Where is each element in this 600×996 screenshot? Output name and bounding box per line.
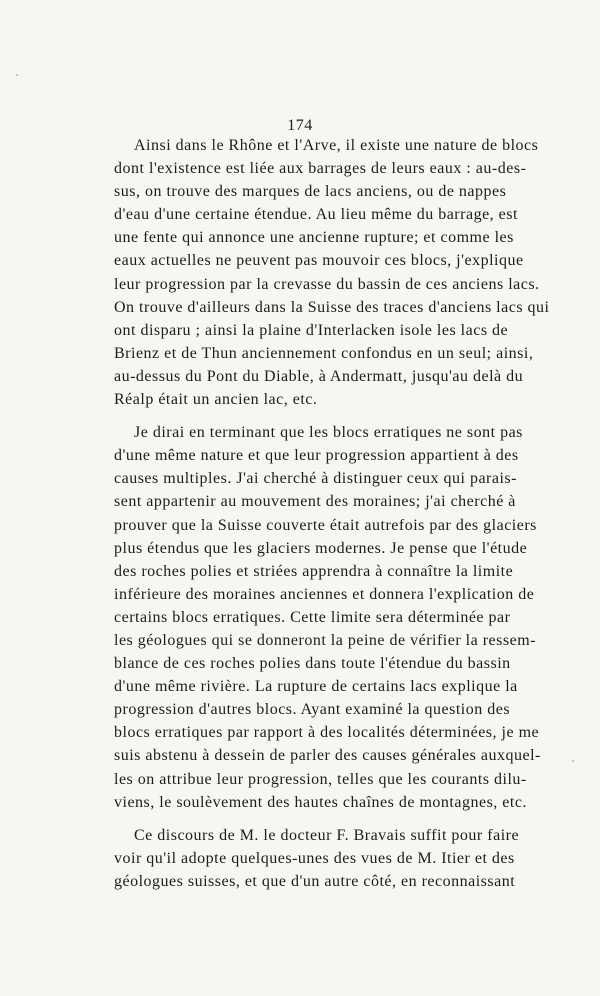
text-line: d'eau d'une certaine étendue. Au lieu même du barrage, est [114, 206, 518, 224]
paragraph-spacer [114, 814, 502, 824]
paragraph-3 [114, 824, 520, 893]
paragraph-1 [114, 134, 550, 411]
text-line: Ainsi dans le Rhône et l'Arve, il existe une nature de blocs [134, 137, 539, 154]
text-line: voir qu'il adopte quelques-unes des vues de M. Itier et des [114, 849, 515, 867]
text-line: Je dirai en terminant que les blocs erratiques ne sont pas [134, 424, 523, 442]
text-line: sent appartenir au mouvement des moraines; j'ai cherché à [114, 493, 516, 511]
paper-speck [16, 74, 18, 76]
text-line: causes multiples. J'ai cherché à distinguer ceux qui parais- [114, 470, 517, 488]
paper-speck [572, 760, 574, 762]
text-line: blance de ces roches polies dans toute l'étendue du bassin [114, 655, 511, 673]
page-number: 174 [287, 117, 313, 134]
text-line: Brienz et de Thun anciennement confondus en un seul; ainsi, [114, 344, 534, 362]
text-line: sus, on trouve des marques de lacs anciens, ou de nappes [114, 183, 507, 201]
text-line: progression d'autres blocs. Ayant examiné la question des [114, 701, 511, 719]
text-line: d'une même nature et que leur progression appartient à des [114, 447, 519, 465]
text-line: des roches polies et striées apprendra à connaître la limite [114, 562, 514, 580]
text-line: plus étendus que les glaciers modernes. Je pense que l'étude [114, 539, 528, 557]
text-line: On trouve d'ailleurs dans la Suisse des traces d'anciens lacs qui [114, 298, 550, 316]
text-line: une fente qui annonce une ancienne rupture; et comme les [114, 229, 514, 247]
text-line: les géologues qui se donneront la peine de vérifier la ressem- [114, 631, 536, 649]
body-text [114, 134, 550, 893]
text-line: blocs erratiques par rapport à des localités déterminées, je me [114, 724, 540, 742]
paragraph-2 [114, 421, 541, 814]
text-line: inférieure des moraines anciennes et donnera l'explication de [114, 585, 535, 603]
text-line: ont disparu ; ainsi la plaine d'Interlacken isole les lacs de [114, 321, 509, 339]
text-line: prouver que la Suisse couverte était autrefois par des glaciers [114, 516, 537, 534]
text-line: viens, le soulèvement des hautes chaînes de montagnes, etc. [114, 793, 527, 811]
text-line: leur progression par la crevasse du bassin de ces anciens lacs. [114, 275, 540, 293]
text-line: Réalp était un ancien lac, etc. [114, 391, 318, 409]
text-line: au-dessus du Pont du Diable, à Andermatt, jusqu'au delà du [114, 367, 524, 385]
text-line: certains blocs erratiques. Cette limite sera déterminée par [114, 608, 511, 626]
text-line: les on attribue leur progression, telles que les courants dilu- [114, 770, 527, 788]
text-line: Ce discours de M. le docteur F. Bravais suffit pour faire [134, 826, 520, 844]
text-line: d'une même rivière. La rupture de certains lacs explique la [114, 678, 518, 696]
text-line: suis abstenu à dessein de parler des causes générales auxquel- [114, 747, 541, 765]
text-line: eaux actuelles ne peuvent pas mouvoir ces blocs, j'explique [114, 252, 524, 270]
text-line: géologues suisses, et que d'un autre côté, en reconnaissant [114, 872, 516, 890]
paragraph-spacer [114, 411, 502, 421]
text-line: dont l'existence est liée aux barrages de leurs eaux : au-des- [114, 160, 527, 178]
